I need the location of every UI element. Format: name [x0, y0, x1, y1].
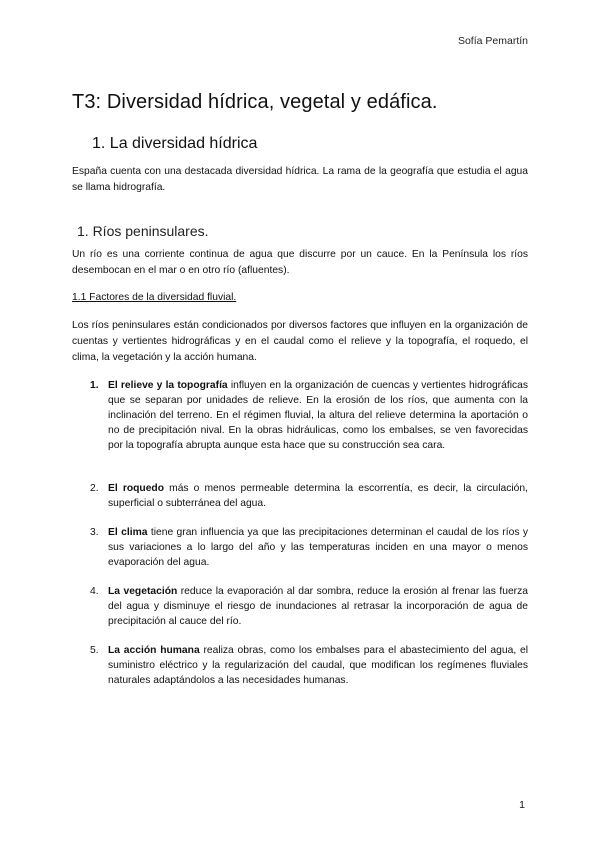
list-item-description: más o menos permeable determina la escorrentía, es decir, la circulación, superficial o subterránea del agua.: [108, 483, 528, 509]
section-heading-hydric-diversity: 1. La diversidad hídrica: [92, 135, 258, 152]
list-item-number: 4.: [90, 586, 99, 597]
section-heading-peninsular-rivers: 1. Ríos peninsulares.: [77, 223, 209, 239]
paragraph-hydric-intro: España cuenta con una destacada diversidad hídrica. La rama de la geografía que estudia el agua se llama hidrografía.: [72, 166, 528, 193]
list-item-term: La vegetación: [108, 586, 178, 597]
header-author: Sofía Pemartín: [457, 35, 528, 47]
list-item-text: [108, 643, 528, 688]
list-item-term: La acción humana: [108, 645, 200, 656]
subheading-fluvial-factors: 1.1 Factores de la diversidad fluvial.: [72, 292, 237, 303]
list-item-term: El clima: [108, 527, 148, 538]
list-item-text: [108, 481, 528, 511]
list-item-number: 1.: [90, 380, 99, 391]
paragraph-factors-intro: Los ríos peninsulares están condicionados por diversos factores que influyen en la organización de cuentas y vertientes hidrográficas y en el caudal como el relieve y la topografía, el roquedo, el clima, la vegetación y la acción humana.: [72, 320, 528, 363]
list-item-description: reduce la evaporación al dar sombra, reduce la erosión al frenar las fuerza del agua y disminuye el riesgo de inundaciones al retrasar la incorporación de agua de precipitación al cauce del río.: [108, 586, 528, 627]
list-item-description: tiene gran influencia ya que las precipitaciones determinan el caudal de los ríos y sus variaciones a lo largo del año y las temperaturas inciden en una mayor o menos evaporación del agua.: [108, 527, 528, 568]
list-item-text: [108, 378, 528, 453]
list-item-term: El roquedo: [108, 483, 165, 494]
list-item-text: [108, 525, 528, 570]
list-item-term: El relieve y la topografía: [108, 380, 228, 391]
page-number: 1: [519, 799, 525, 811]
list-item-number: 5.: [90, 645, 99, 656]
list-item-description: realiza obras, como los embalses para el abastecimiento del agua, el suministro eléctrico y la regularización del caudal, que modifican los regímenes fluviales naturales adaptándolos a las necesidades humanas.: [108, 645, 528, 686]
list-item-number: 2.: [90, 483, 99, 494]
document-title: T3: Diversidad hídrica, vegetal y edáfica.: [72, 91, 438, 113]
list-item-text: [108, 584, 528, 629]
list-item-number: 3.: [90, 527, 99, 538]
list-item-description: influyen en la organización de cuencas y vertientes hidrográficas que se separan por unidades de relieve. En la erosión de los ríos, que aumenta con la inclinación del terreno. En el régimen fluvial, la altura del relieve determina la aportación o no de precipitación nival. En la obras hidráulicas, como los embalses, se ven favorecidas por la topografía abrupta aunque esta hace que su construcción sea cara.: [108, 380, 529, 451]
paragraph-river-definition: Un río es una corriente continua de agua que discurre por un cauce. En la Península los ríos desembocan en el mar o en otro río (afluentes).: [72, 249, 528, 276]
